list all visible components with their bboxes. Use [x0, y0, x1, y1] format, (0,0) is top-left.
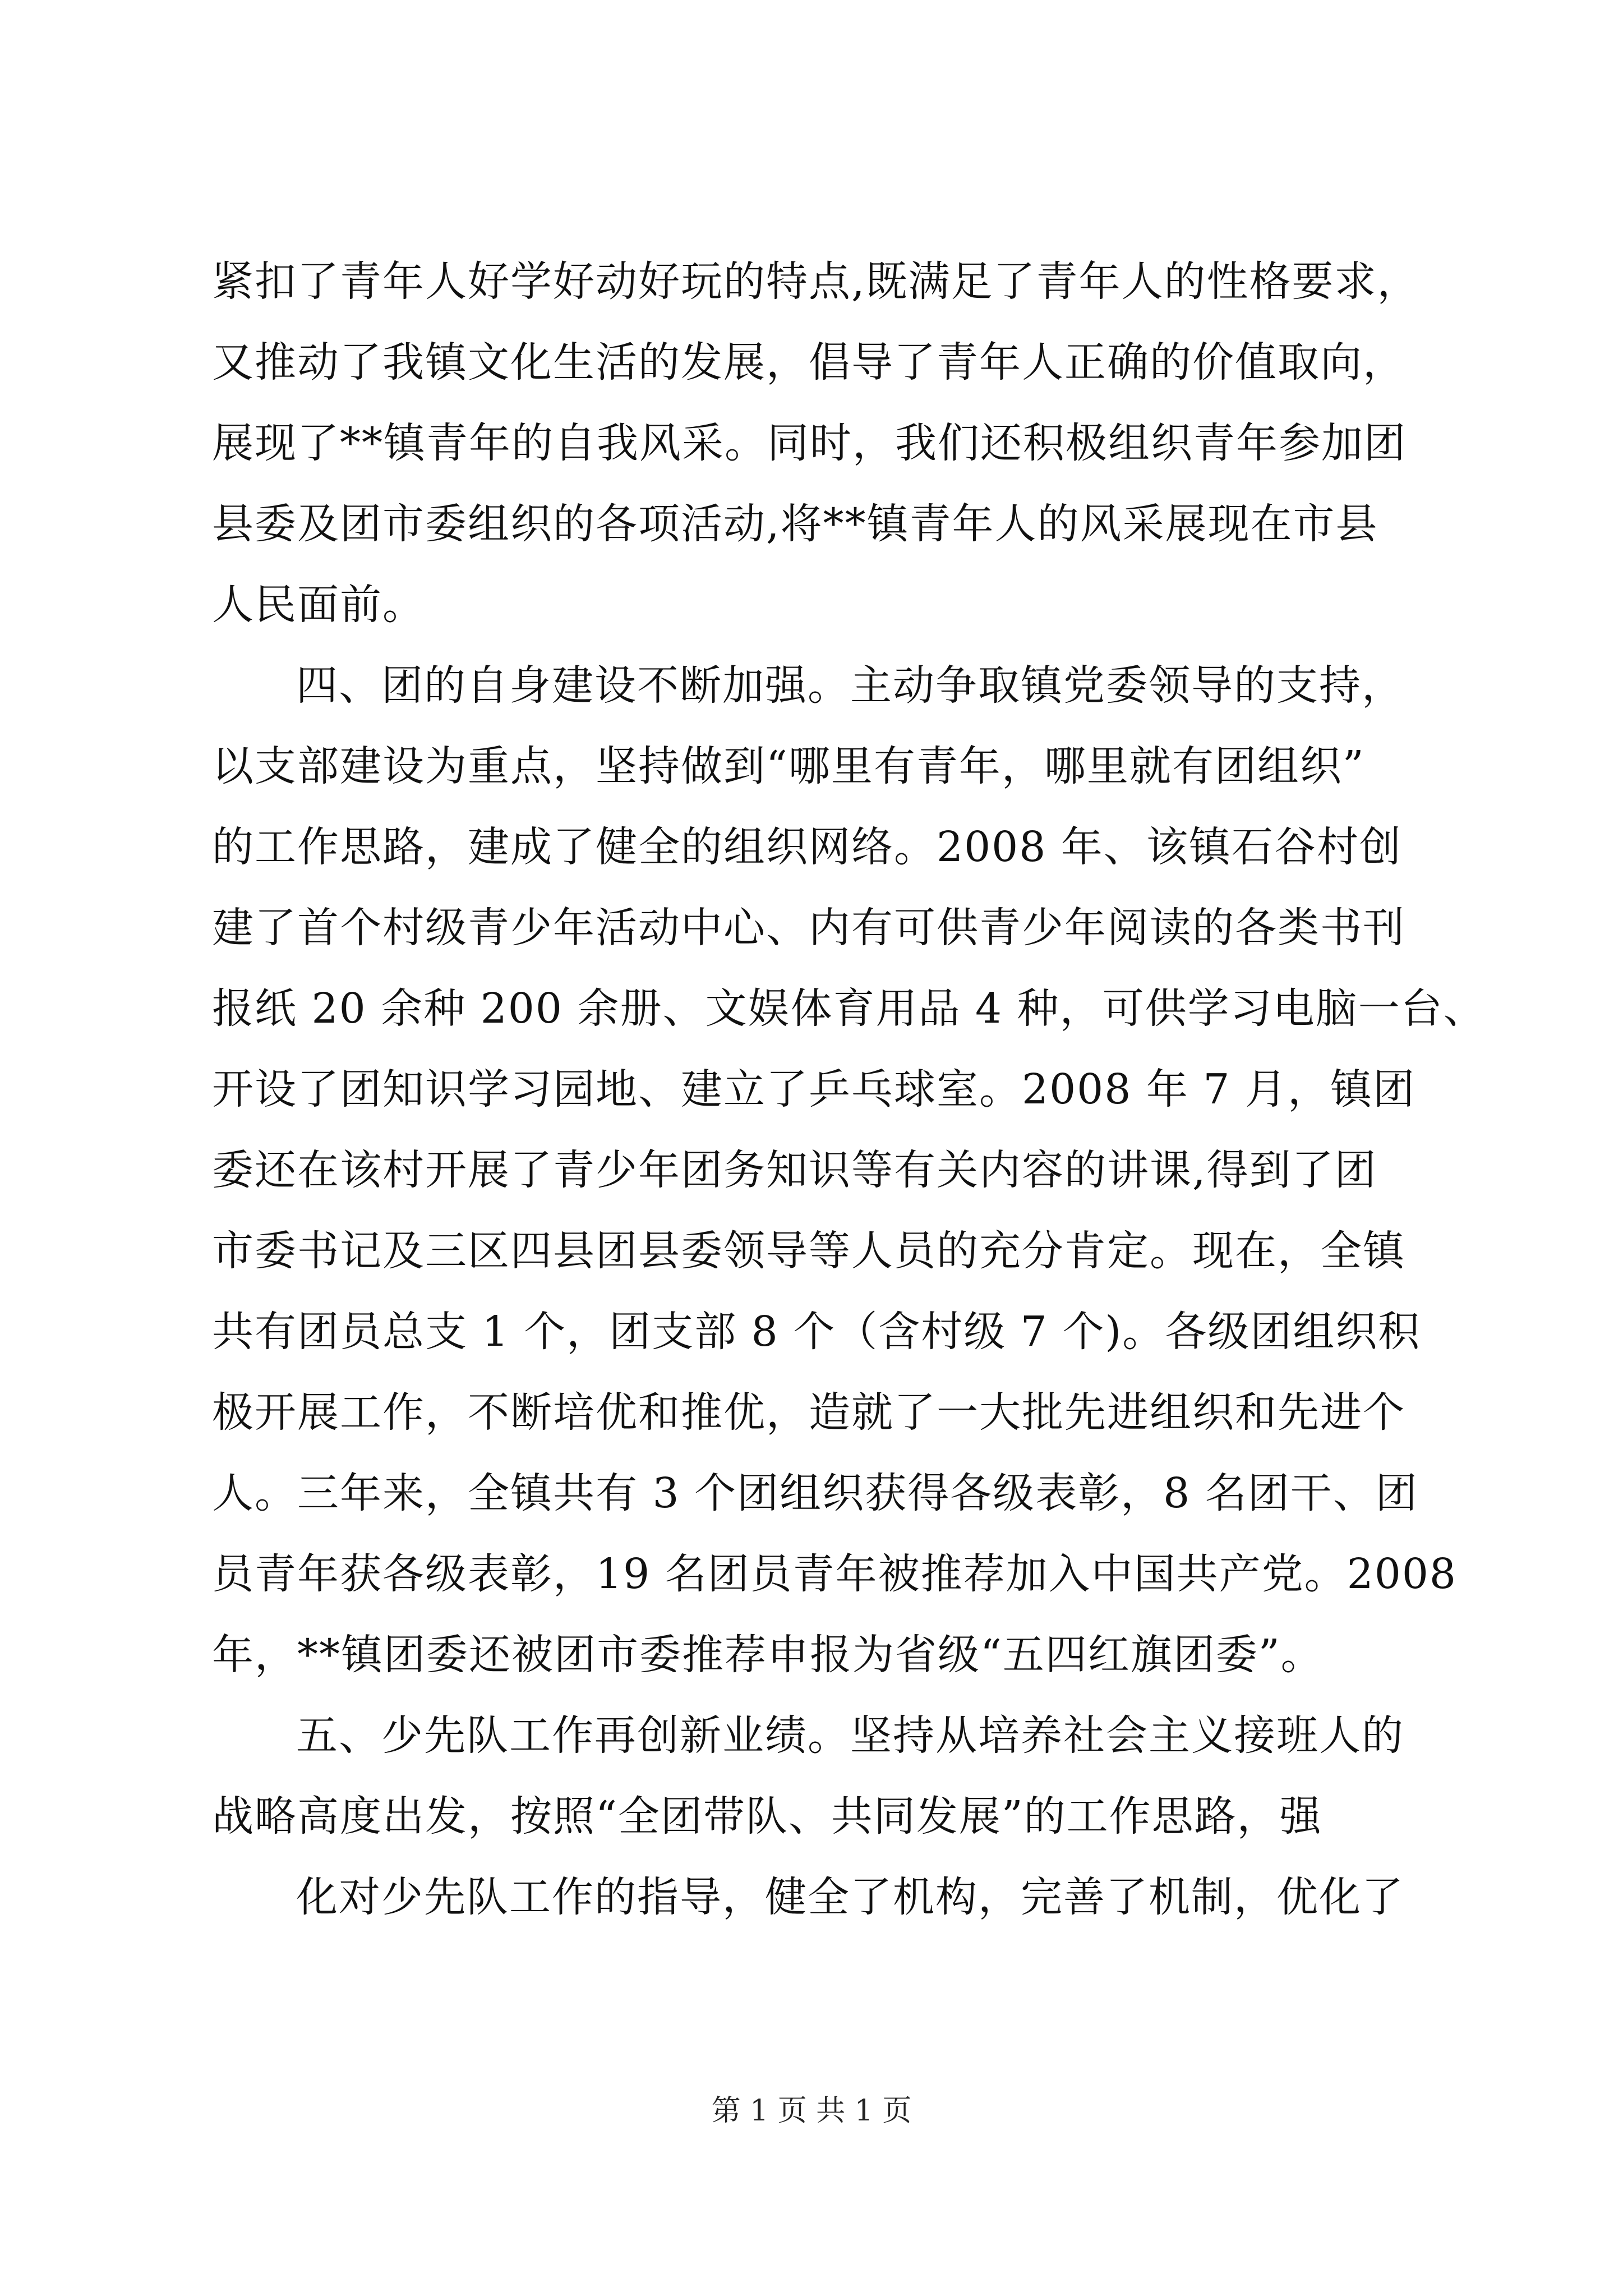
text-line-18: 年，**镇团委还被团市委推荐申报为省级“五四红旗团委”。	[212, 1631, 1324, 1679]
text-line-15: 极开展工作，不断培优和推优，造就了一大批先进组织和先进个	[212, 1388, 1405, 1437]
text-line-7: 以支部建设为重点，坚持做到“哪里有青年，哪里就有团组织”	[212, 742, 1365, 790]
text-line-13: 市委书记及三区四县团县委领导等人员的充分肯定。现在，全镇	[212, 1227, 1405, 1275]
text-line-10: 报纸 20 余种 200 余册、文娱体育用品 4 种，可供学习电脑一台、	[212, 984, 1486, 1033]
text-line-5: 人民面前。	[212, 581, 425, 629]
text-line-17: 员青年获各级表彰，19 名团员青年被推荐加入中国共产党。2008	[212, 1550, 1458, 1598]
text-line-20: 战略高度出发，按照“全团带队、共同发展”的工作思路，强	[212, 1792, 1322, 1841]
text-line-2: 又推动了我镇文化生活的发展，倡导了青年人正确的价值取向，	[212, 338, 1405, 386]
paragraph-4-first-line: 四、团的自身建设不断加强。主动争取镇党委领导的支持，	[296, 661, 1404, 710]
text-line-8: 的工作思路，建成了健全的组织网络。2008 年、该镇石谷村创	[212, 823, 1402, 871]
text-line-4: 县委及团市委组织的各项活动,将**镇青年人的风采展现在市县	[212, 500, 1378, 548]
page-number-footer: 第 1 页 共 1 页	[711, 2094, 912, 2128]
text-line-16: 人。三年来，全镇共有 3 个团组织获得各级表彰，8 名团干、团	[212, 1469, 1418, 1517]
text-line-9: 建了首个村级青少年活动中心、内有可供青少年阅读的各类书刊	[212, 904, 1405, 952]
text-line-12: 委还在该村开展了青少年团务知识等有关内容的讲课,得到了团	[212, 1146, 1377, 1194]
text-line-1: 紧扣了青年人好学好动好玩的特点,既满足了青年人的性格要求，	[212, 257, 1420, 306]
paragraph-5-first-line: 五、少先队工作再创新业绩。坚持从培养社会主义接班人的	[296, 1711, 1404, 1760]
text-line-14: 共有团员总支 1 个，团支部 8 个（含村级 7 个)。各级团组织积	[212, 1308, 1421, 1356]
text-line-11: 开设了团知识学习园地、建立了乒乓球室。2008 年 7 月，镇团	[212, 1065, 1415, 1114]
text-line-3: 展现了**镇青年的自我风采。同时，我们还积极组织青年参加团	[212, 419, 1407, 467]
text-line-21: 化对少先队工作的指导，健全了机构，完善了机制，优化了	[296, 1873, 1404, 1921]
